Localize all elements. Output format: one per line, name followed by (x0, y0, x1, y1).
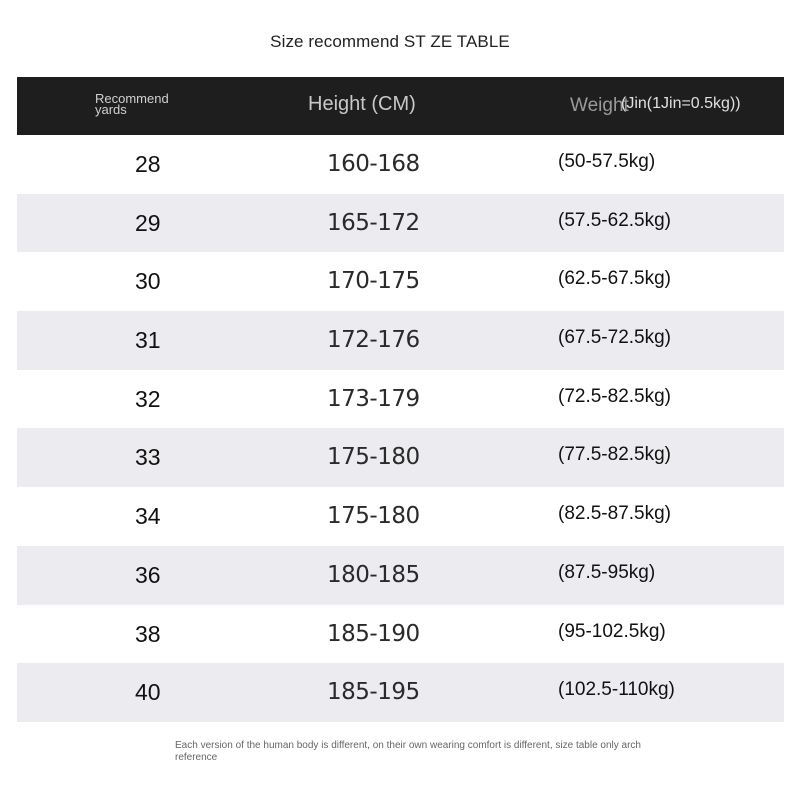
yard-cell: 30 (135, 268, 161, 295)
height-cell: 165-172 (327, 209, 420, 236)
yard-cell: 31 (135, 327, 161, 354)
weight-cell: (50-57.5kg) (558, 151, 656, 172)
header-yards-label: Recommend yards (95, 91, 169, 117)
weight-cell: (62.5-67.5kg) (558, 268, 672, 290)
weight-cell: (77.5-82.5kg) (558, 444, 672, 466)
table-row (17, 194, 784, 253)
table-row (17, 311, 784, 370)
yard-cell: 32 (135, 385, 161, 412)
table-row (17, 135, 784, 194)
height-cell: 160-168 (327, 151, 420, 177)
weight-cell: (57.5-62.5kg) (558, 209, 672, 231)
table-row (17, 605, 784, 664)
yard-cell: 38 (135, 620, 161, 647)
table-row (17, 487, 784, 546)
page-title: Size recommend ST ZE TABLE (270, 32, 510, 51)
table-row (17, 546, 784, 605)
yard-cell: 36 (135, 561, 161, 588)
height-cell: 180-185 (327, 561, 420, 588)
weight-cell: (87.5-95kg) (558, 561, 656, 583)
weight-cell: (72.5-82.5kg) (558, 385, 672, 407)
yard-cell: 40 (135, 679, 161, 706)
header-recommend-yards (95, 93, 169, 115)
height-cell: 172-176 (327, 327, 420, 354)
yard-cell: 29 (135, 209, 161, 236)
height-cell: 170-175 (327, 268, 420, 295)
height-cell: 185-195 (327, 679, 420, 706)
header-weight: Weight (570, 95, 629, 116)
size-table (17, 77, 784, 722)
header-jin-note: (Jin(1Jin=0.5kg)) (621, 95, 741, 112)
yard-cell: 28 (135, 151, 161, 177)
size-disclaimer-note: Each version of the human body is different, on their own wearing comfort is different, size table only arch reference (175, 740, 641, 763)
height-cell: 175-180 (327, 444, 420, 471)
table-row (17, 428, 784, 487)
yard-cell: 34 (135, 503, 161, 530)
table-row (17, 252, 784, 311)
weight-cell: (82.5-87.5kg) (558, 503, 672, 525)
table-header (17, 77, 784, 135)
height-cell: 185-190 (327, 620, 420, 647)
weight-cell: (95-102.5kg) (558, 620, 666, 642)
weight-cell: (102.5-110kg) (558, 679, 675, 701)
weight-cell: (67.5-72.5kg) (558, 327, 672, 349)
header-height: Height (CM) (308, 93, 416, 115)
height-cell: 175-180 (327, 503, 420, 530)
table-row (17, 663, 784, 722)
yard-cell: 33 (135, 444, 161, 471)
table-row (17, 370, 784, 429)
height-cell: 173-179 (327, 385, 420, 412)
